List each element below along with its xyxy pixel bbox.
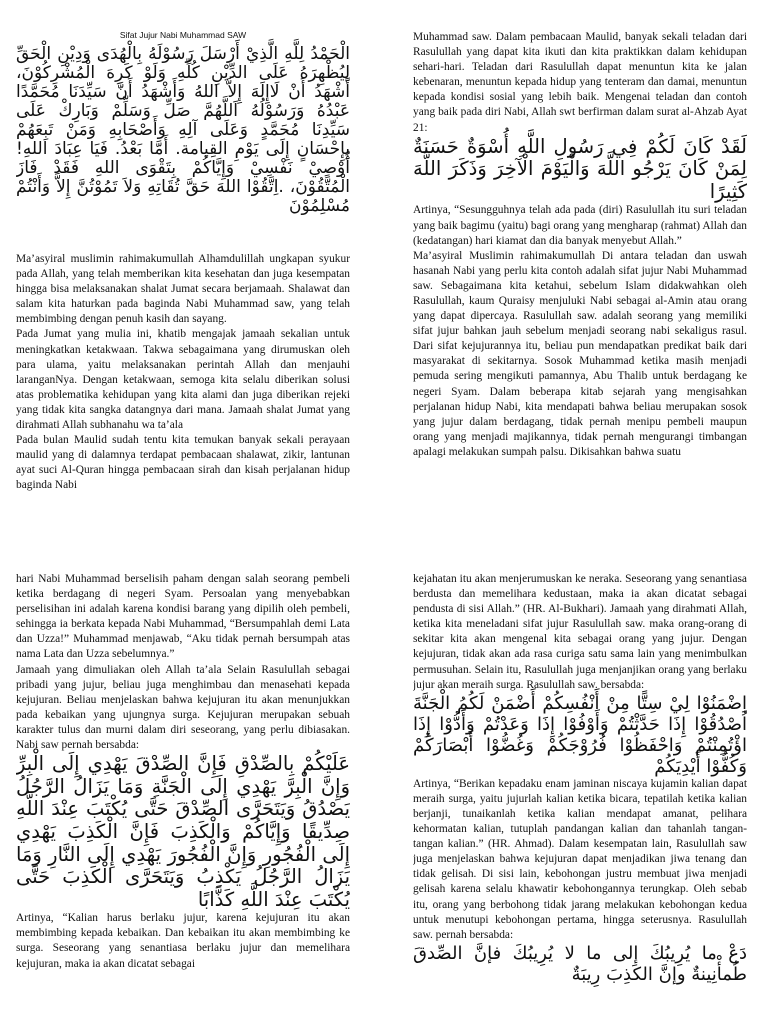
arabic-quran-verse: لَقَدْ كَانَ لَكُمْ فِي رَسُولِ اللَّهِ أُسْوَةٌ حَسَنَةٌ لِمَنْ كَانَ يَرْجُو اللَّهَ وَالْيَوْمَ الْآخِرَ وَذَكَرَ اللَّهَ كَثِيرًا <box>413 134 747 203</box>
page1-left-column <box>16 30 350 510</box>
arabic-hadith: دَعْ ما يُرِيبُكَ إلى ما لا يُرِيبُكَ فإنَّ الصِّدقَ طُمأْنِينةٌ وإنَّ الكَذِبَ رِيبَةٌ <box>413 942 747 985</box>
paragraph: Ma’asyiral muslimin rahimakumullah Alhamdulillah ungkapan syukur pada Allah, yang telah memberikan kita kesehatan dan juga kesempatan hingga bisa melaksanakan shalat Jumat secara berjamaah. Shalawat dan salam kita haturkan pada baginda Nabi Muhammad saw, yang telah membimbing dengan penuh kasih dan sayang. <box>16 253 350 326</box>
page2-right-column <box>413 572 747 1024</box>
paragraph: Artinya, “Sesungguhnya telah ada pada (diri) Rasulullah itu suri teladan yang baik bagimu (yaitu) bagi orang yang mengharap (rahmat) Allah dan (kedatangan) hari kiamat dan dia banyak menyebut Allah.” <box>413 204 747 247</box>
paragraph: Pada Jumat yang mulia ini, khatib mengajak jamaah sekalian untuk meningkatkan ketakwaan. Takwa sebagaimana yang dirumuskan oleh para ulama, yaitu melaksanakan perintah Allah dan menjauhi laranganNya. Dengan ketakwaan, semoga kita selalu diberikan solusi atas problematika kehidupan yang kita alami dan juga diberikan rejeki yang tidak kita sangka datangnya dari mana. Jamaah shalat Jumat yang dirahmati Allah subhanahu wa ta’ala <box>16 328 350 432</box>
paragraph: Jamaah yang dimuliakan oleh Allah ta’ala Selain Rasulullah sebagai pribadi yang jujur, beliau juga menghimbau dan menasehati kepada kejujuran. Beliau menjelaskan bahwa kejujuran itu akan menunjukkan pada kebaikan yang ujungnya surga. Kejujuran merupakan sebuah karakter tulus dan murni dalam diri seseorang, yang perlu dibiasakan. Nabi saw pernah bersabda: <box>16 663 350 752</box>
document-title: Sifat Jujur Nabi Muhammad SAW <box>119 30 247 40</box>
page1-right-column <box>413 30 747 510</box>
arabic-opening-prayer: الْحَمْدُ لِلَّهِ الَّذِيْ أَرْسَلَ رَسُوْلَهُ بِالْهُدَى وَدِيْنِ الْحَقِّ لِيُظْهِرَهُ عَلَى الدِّيْنِ كُلِّهِ وَلَوْ كَرِهَ الْمُشْرِكُوْنَ، أَشْهَدُ أَنْ لَاإِلَهَ إِلاَّ اللهُ وَأَشْهَدُ أَنَّ سَيِّدَنَا مُحَمَّدًا عَبْدُهُ وَرَسُوْلُهُ اَللَّهُمَّ صَلِّ وَسَلِّمْ وَبَارِكْ عَلَى سَيِّدِنَا مُحَمَّدٍ وَعَلَى آلِهِ وَأَصْحَابِهِ وَمَنْ تَبِعَهُمْ بِإِحْسَانٍ إِلَى يَوْمِ القِيامة. أَمَّا بَعْدُ. فَيَا عِبَادَ اللهِ! أُوْصِيْ نَفْسِيْ وَإِيَّاكُمْ بِتَقْوَى اللهِ فَقَدْ فَازَ الْمُتَّقُوْنَ، .اِتَّقُوْا اللهَ حَقَّ تُقَاتِهِ وَلاَ تَمُوْتُنَّ إِلاَّ وَأَنْتُمْ مُسْلِمُوْنَ <box>16 44 350 216</box>
paragraph: hari Nabi Muhammad berselisih paham dengan salah seorang pembeli ketika berdagang di negeri Syam. Persoalan yang menyebabkan perselisihan ini adalah karena kondisi barang yang dipilih oleh pembeli, sehingga ia berkata kepada Nabi Muhammad, “Bersumpahlah demi Lata dan Uzza!” Muhammad menjawab, “Aku tidak pernah bersumpah atas nama Lata dan Uzza sebelumnya.” <box>16 573 350 661</box>
paragraph: Ma’asyiral Muslimin rahimakumullah Di antara teladan dan uswah hasanah Nabi yang perlu kita contoh adalah sifat jujur Nabi Muhammad saw. Sebagaimana kita ketahui, sebelum Islam didakwahkan oleh Rasulullah, kaum Quraisy menjuluki Nabi sebagai al-Amin atau orang yang dapat dipercaya. Rasulullah saw. adalah seorang yang memiliki sifat jujur bahkan jauh sebelum menjadi seorang nabi sekaligus rasul. Dari sifat kejujurannya itu, beliau pun mendapatkan predikat baik dari masyarakat di sekitarnya. Sosok Muhammad ketika masih menjadi pemuda sering mengikuti pamannya, Abu Thalib untuk berdagang ke negeri Syam. Dalam beberapa kitab sejarah yang mengisahkan perjalanan hidup Nabi, kita mendapati bahwa beliau merupakan sosok yang jujur dalam berdagang, tidak pernah menipu pembeli maupun orang yang menjadi majikannya, tidak pernah mengurangi timbangan apalagi melakukan sumpah palsu. Dikisahkan bahwa suatu <box>413 249 747 458</box>
spacer <box>16 216 350 252</box>
arabic-hadith: عَلَيْكُمْ بِالصِّدْقِ فَإِنَّ الصِّدْقَ يَهْدِي إِلَى الْبِرِّ وَإِنَّ الْبِرَّ يَهْدِي إِلَى الْجَنَّةِ وَمَا يَزَالُ الرَّجُلُ يَصْدُقُ وَيَتَحَرَّى الصِّدْقَ حَتَّى يُكْتَبَ عِنْدَ اللَّهِ صِدِّيقًا وَإِيَّاكُمْ وَالْكَذِبَ فَإِنَّ الْكَذِبَ يَهْدِي إِلَى الْفُجُورِ وَإِنَّ الْفُجُورَ يَهْدِي إِلَى النَّارِ وَمَا يَزَالُ الرَّجُلُ يَكْذِبُ وَيَتَحَرَّى الْكَذِبَ حَتَّى يُكْتَبَ عِنْدَ اللَّهِ كَذَّابًا <box>16 752 350 911</box>
paragraph: Artinya, “Kalian harus berlaku jujur, karena kejujuran itu akan membimbing kepada kebaikan. Dan kebaikan itu akan membimbing ke surga. Seseorang yang senantiasa berlaku jujur dan memelihara kejujuran, maka ia akan dicatat sebagai <box>16 912 350 970</box>
page2-left-column <box>16 572 350 1024</box>
paragraph: Muhammad saw. Dalam pembacaan Maulid, banyak sekali teladan dari Rasulullah yang dapat kita ikuti dan kita praktikkan dalam kehidupan sehari-hari. Teladan dari Rasulullah dapat menuntun kita ke jalan kebenaran, menuntun kepada hidup yang tenteram dan damai, menuntun kepada kondisi sosial yang lebih baik. Mengenai teladan dan contoh yang baik pada diri Nabi, Allah swt berfirman dalam surat al-Ahzab Ayat 21: <box>413 31 747 134</box>
paragraph: Pada bulan Maulid sudah tentu kita temukan banyak sekali perayaan maulid yang di dalamnya terdapat pembacaan shalawat, zikir, lantunan ayat suci Al-Quran hingga pembacaan sirah dan kisah perjalanan hidup baginda Nabi <box>16 434 350 492</box>
paragraph: Artinya, “Berikan kepadaku enam jaminan niscaya kujamin kalian dapat meraih surga, yaitu jujurlah kalian ketika bicara, tepatilah ketika kalian berjanji, tunaikanlah ketika kalian mendapat amanat, pelihara kehormatan kalian, tutuplah pandangan kalian dan tahanlah tangan-tangan kalian.” (HR. Ahmad). Dalam kesempatan lain, Rasulullah saw juga menjelaskan bahwa kejujuran dapat menjadikan jiwa tenang dan tidak gelisah. Di sisi lain, kebohongan justru membuat jiwa menjadi gelisah karena selalu khawatir kebohongannya terungkap. Oleh sebab itu, orang yang berbohong tidak jarang melakukan kebohongan kedua untuk menutupi kebohongan pertama, hingga seterusnya. Rasulullah saw. pernah bersabda: <box>413 777 747 941</box>
paragraph: kejahatan itu akan menjerumuskan ke neraka. Seseorang yang senantiasa berdusta dan memelihara kedustaan, maka ia akan dicatat sebagai pendusta di sisi Allah.” (HR. Al-Bukhari). Jamaah yang dirahmati Allah, ketika kita meneladani sifat jujur Rasulullah saw. maka orang-orang di sekitar kita akan mengenal kita sebagai orang yang jujur. Dengan kejujuran, tidak akan ada rasa curiga satu sama lain yang menimbulkan permusuhan. Selain itu, Rasulullah juga menjanjikan orang yang berlaku jujur akan meraih surga. Rasulullah saw. bersabda: <box>413 573 747 691</box>
arabic-hadith: اِضْمَنُوْا لِيْ سِتًّا مِنْ أَنْفُسِكُمْ أَضْمَنْ لَكُمُ الْجَنَّةَ اُصْدُقُوْا إِذَا حَدَّثْتُمْ وَأَوْفُوْا إِذَا وَعَدْتُمْ وَأَدُّوْا إِذَا اؤْتُمِنْتُمْ وَاحْفَظُوْا فُرُوْجَكُمْ وَغُضُّوْا أَبْصَارَكُمْ وَكُفُّوْا أَيْدِيَكُمْ <box>413 692 747 777</box>
